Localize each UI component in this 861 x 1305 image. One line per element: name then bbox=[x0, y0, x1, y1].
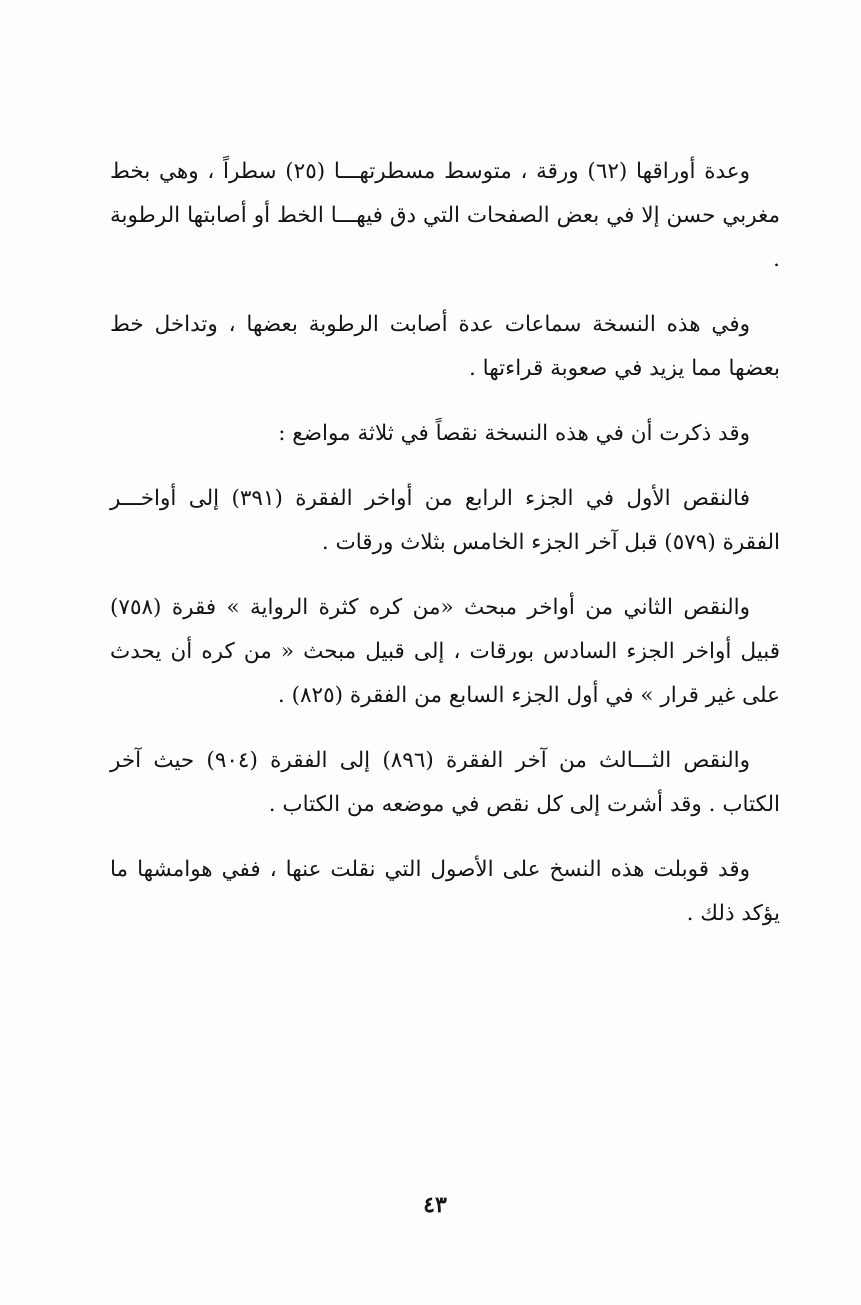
paragraph-collation: وقد قوبلت هذه النسخ على الأصول التي نقلت عنها ، ففي هوامشها ما يؤكد ذلك . bbox=[110, 857, 780, 926]
paragraph-manuscript-description: وعدة أوراقها (٦٢) ورقة ، متوسط مسطرتهـــا (٢٥) سطراً ، وهي بخط مغربي حسن إلا في بعض الصفحات التي دق فيهـــا الخط أو أصابتها الرطوبة . bbox=[110, 159, 780, 272]
paragraph-second-gap: والنقص الثاني من أواخر مبحث «من كره كثرة الرواية » فقرة (٧٥٨) قبيل أواخر الجزء السادس بورقات ، إلى قبيل مبحث « من كره أن يحدث على غير قرار » في أول الجزء السابع من الفقرة (٨٢٥) . bbox=[110, 595, 780, 708]
paragraph-third-gap: والنقص الثـــالث من آخر الفقرة (٨٩٦) إلى الفقرة (٩٠٤) حيث آخر الكتاب . وقد أشرت إلى كل نقص في موضعه من الكتاب . bbox=[110, 748, 780, 817]
paragraph-first-gap: فالنقص الأول في الجزء الرابع من أواخر الفقرة (٣٩١) إلى أواخـــر الفقرة (٥٧٩) قبل آخر الجزء الخامس بثلاث ورقات . bbox=[110, 486, 780, 555]
paragraph-audition-notes: وفي هذه النسخة سماعات عدة أصابت الرطوبة بعضها ، وتداخل خط بعضها مما يزيد في صعوبة قراءتها . bbox=[110, 312, 780, 381]
paragraph-gaps-intro: وقد ذكرت أن في هذه النسخة نقصاً في ثلاثة مواضع : bbox=[278, 421, 750, 446]
page-number: ٤٣ bbox=[423, 1192, 447, 1218]
body-text bbox=[110, 150, 780, 957]
